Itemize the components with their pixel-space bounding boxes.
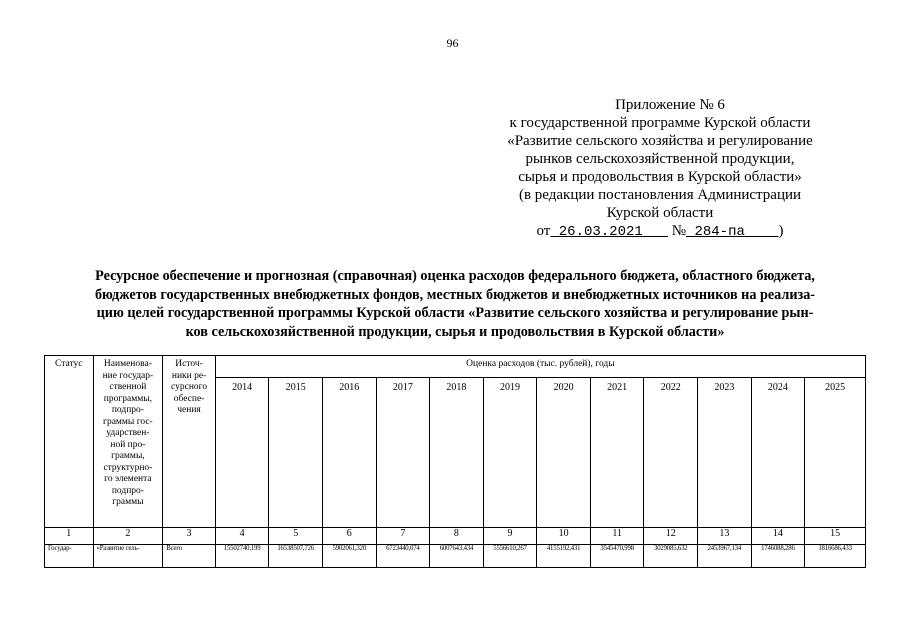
page-number: 96 <box>446 36 459 50</box>
budget-table <box>44 355 866 568</box>
column-number: 10 <box>537 528 591 545</box>
appendix-block <box>480 96 840 241</box>
appendix-line: (в редакции постановления Администрации <box>518 187 802 203</box>
decree-date <box>550 224 668 240</box>
year-header: 2024 <box>751 378 805 528</box>
header-status: Статус <box>45 356 94 528</box>
appendix-line: к государственной программе Курской области <box>509 115 811 131</box>
column-number: 11 <box>590 528 644 545</box>
decree-from-label: от <box>536 223 551 239</box>
title-line: цию целей государственной программы Курской области «Развитие сельского хозяйства и регулирование рын- <box>96 305 814 321</box>
appendix-line: «Развитие сельского хозяйства и регулирование <box>507 133 813 149</box>
column-number: 4 <box>215 528 269 545</box>
column-number: 12 <box>644 528 698 545</box>
year-header: 2015 <box>269 378 323 528</box>
row-value: 1746088,286 <box>751 545 805 568</box>
decree-number <box>686 224 778 240</box>
appendix-line: Приложение № 6 <box>615 97 725 113</box>
row-value: 6007643,434 <box>430 545 484 568</box>
decree-line <box>480 222 840 241</box>
year-header: 2025 <box>805 378 866 528</box>
year-header: 2022 <box>644 378 698 528</box>
column-number: 15 <box>805 528 866 545</box>
column-number: 5 <box>269 528 323 545</box>
decree-number-label: № <box>671 223 687 239</box>
row-value: 16538507,726 <box>269 545 323 568</box>
header-expense-estimate: Оценка расходов (тыс. рублей), годы <box>215 356 865 378</box>
decree-number-value: 284-па <box>694 224 745 240</box>
row-value: 1816686,433 <box>805 545 866 568</box>
table-row <box>45 545 866 568</box>
column-number: 9 <box>483 528 537 545</box>
year-header: 2014 <box>215 378 269 528</box>
row-resource-source: Всего <box>163 545 216 568</box>
row-value: 3029085,632 <box>644 545 698 568</box>
title-line: бюджетов государственных внебюджетных фондов, местных бюджетов и внебюджетных источников на реализа- <box>94 286 816 303</box>
row-status: Государ- <box>45 545 94 568</box>
row-value: 2453967,134 <box>698 545 752 568</box>
decree-close: ) <box>778 223 784 239</box>
header-program-name: Наименова- ние государ- ственной программы, подпро- граммы гос- ударствен- ной про- граммы, структурно- го элемента подпро- граммы <box>93 356 163 528</box>
row-value: 15502740,199 <box>215 545 269 568</box>
row-value: 4155192,431 <box>537 545 591 568</box>
column-number: 14 <box>751 528 805 545</box>
header-resource-source: Источ- ники ре- сурсного обеспе- чения <box>163 356 216 528</box>
appendix-line: рынков сельскохозяйственной продукции, <box>525 151 795 167</box>
column-number: 8 <box>430 528 484 545</box>
row-value: 5902061,320 <box>322 545 376 568</box>
column-number: 13 <box>698 528 752 545</box>
row-value: 3545470,998 <box>590 545 644 568</box>
year-header: 2021 <box>590 378 644 528</box>
year-header: 2023 <box>698 378 752 528</box>
year-header: 2018 <box>430 378 484 528</box>
year-header: 2016 <box>322 378 376 528</box>
row-value: 6723440,074 <box>376 545 430 568</box>
appendix-line: сырья и продовольствия в Курской области» <box>518 169 802 185</box>
year-header: 2019 <box>483 378 537 528</box>
column-number: 3 <box>163 528 216 545</box>
year-header: 2017 <box>376 378 430 528</box>
appendix-line: Курской области <box>606 205 714 221</box>
column-number: 7 <box>376 528 430 545</box>
document-title <box>55 267 855 341</box>
year-header: 2020 <box>537 378 591 528</box>
column-number: 6 <box>322 528 376 545</box>
title-line: ков сельскохозяйственной продукции, сырья и продовольствия в Курской области» <box>185 323 725 340</box>
row-value: 5556610,267 <box>483 545 537 568</box>
column-number: 1 <box>45 528 94 545</box>
title-line: Ресурсное обеспечение и прогнозная (справочная) оценка расходов федерального бюджета, областного бюджета, <box>95 268 815 284</box>
column-number: 2 <box>93 528 163 545</box>
row-program-name: «Развитие сель- <box>93 545 163 568</box>
decree-date-value: 26.03.2021 <box>558 224 643 240</box>
